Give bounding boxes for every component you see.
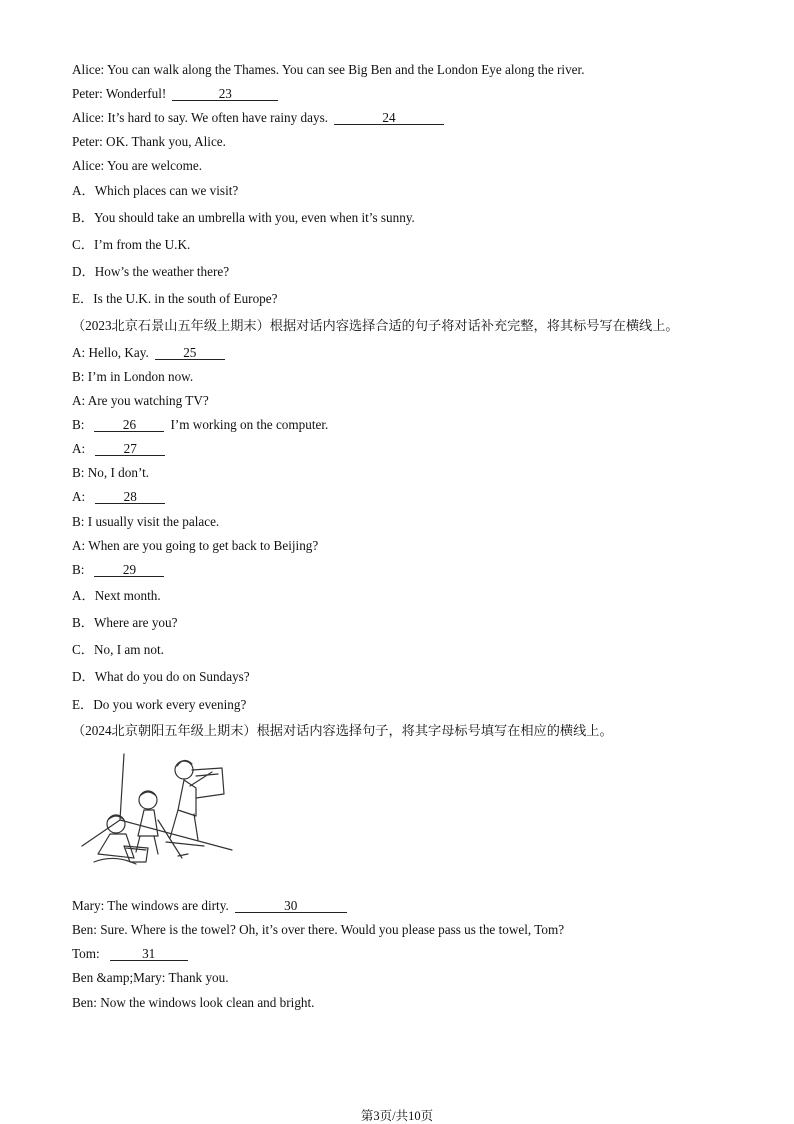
- line-a4: [72, 489, 165, 505]
- line-label: A:: [72, 489, 86, 504]
- answer-blank-27[interactable]: 27: [95, 442, 165, 456]
- line-peter-1: [72, 86, 278, 102]
- page-footer: 第3页/共10页: [360, 1109, 434, 1123]
- option-1c: C．I’m from the U.K.: [72, 237, 191, 252]
- line-b2: [72, 417, 328, 433]
- line-b4: B: I usually visit the palace.: [72, 514, 220, 529]
- section2-instruction: （2023北京石景山五年级上期末）根据对话内容选择合适的句子将对话补充完整，将其标号写在横线上。: [72, 318, 679, 333]
- line-a1: [72, 345, 225, 361]
- answer-blank-23[interactable]: 23: [172, 87, 278, 101]
- cleaning-windows-illustration: [74, 750, 236, 878]
- line-label: B:: [72, 417, 85, 432]
- option-1b: B．You should take an umbrella with you, even when it’s sunny.: [72, 210, 415, 225]
- line-text: Tom:: [72, 946, 100, 961]
- line-b1: B: I’m in London now.: [72, 369, 194, 384]
- answer-blank-26[interactable]: 26: [94, 418, 164, 432]
- line-text: I’m working on the computer.: [170, 417, 329, 432]
- line-mary-1: [72, 898, 347, 914]
- line-alice-2: [72, 110, 444, 126]
- option-2a: A．Next month.: [72, 588, 161, 603]
- option-2b: B．Where are you?: [72, 615, 178, 630]
- line-text: Alice: It’s hard to say. We often have rainy days.: [72, 110, 329, 125]
- option-1a: A．Which places can we visit?: [72, 183, 239, 198]
- line-b5: [72, 562, 164, 578]
- option-2d: D．What do you do on Sundays?: [72, 669, 250, 684]
- line-a3: [72, 441, 165, 457]
- answer-blank-29[interactable]: 29: [94, 563, 164, 577]
- answer-blank-31[interactable]: 31: [110, 947, 188, 961]
- line-alice-3: Alice: You are welcome.: [72, 158, 203, 173]
- option-2e: E．Do you work every evening?: [72, 697, 247, 712]
- line-text: Peter: Wonderful!: [72, 86, 167, 101]
- line-ben-mary: Ben &amp;Mary: Thank you.: [72, 970, 229, 985]
- line-ben-2: Ben: Now the windows look clean and bright.: [72, 995, 315, 1010]
- line-b3: B: No, I don’t.: [72, 465, 150, 480]
- line-tom-1: [72, 946, 188, 962]
- answer-blank-24[interactable]: 24: [334, 111, 444, 125]
- line-alice-1: Alice: You can walk along the Thames. You can see Big Ben and the London Eye along the river.: [72, 62, 585, 77]
- option-1e: E．Is the U.K. in the south of Europe?: [72, 291, 278, 306]
- answer-blank-28[interactable]: 28: [95, 490, 165, 504]
- line-label: A:: [72, 441, 86, 456]
- line-a2: A: Are you watching TV?: [72, 393, 209, 408]
- answer-blank-30[interactable]: 30: [235, 899, 347, 913]
- line-a5: A: When are you going to get back to Beijing?: [72, 538, 319, 553]
- section3-instruction: （2024北京朝阳五年级上期末）根据对话内容选择句子，将其字母标号填写在相应的横线上。: [72, 723, 613, 738]
- option-1d: D．How’s the weather there?: [72, 264, 230, 279]
- line-text: A: Hello, Kay.: [72, 345, 149, 360]
- line-ben-1: Ben: Sure. Where is the towel? Oh, it’s over there. Would you please pass us the towel, Tom?: [72, 922, 565, 937]
- line-text: Mary: The windows are dirty.: [72, 898, 229, 913]
- line-peter-2: Peter: OK. Thank you, Alice.: [72, 134, 226, 149]
- answer-blank-25[interactable]: 25: [155, 346, 225, 360]
- option-2c: C．No, I am not.: [72, 642, 164, 657]
- line-label: B:: [72, 562, 85, 577]
